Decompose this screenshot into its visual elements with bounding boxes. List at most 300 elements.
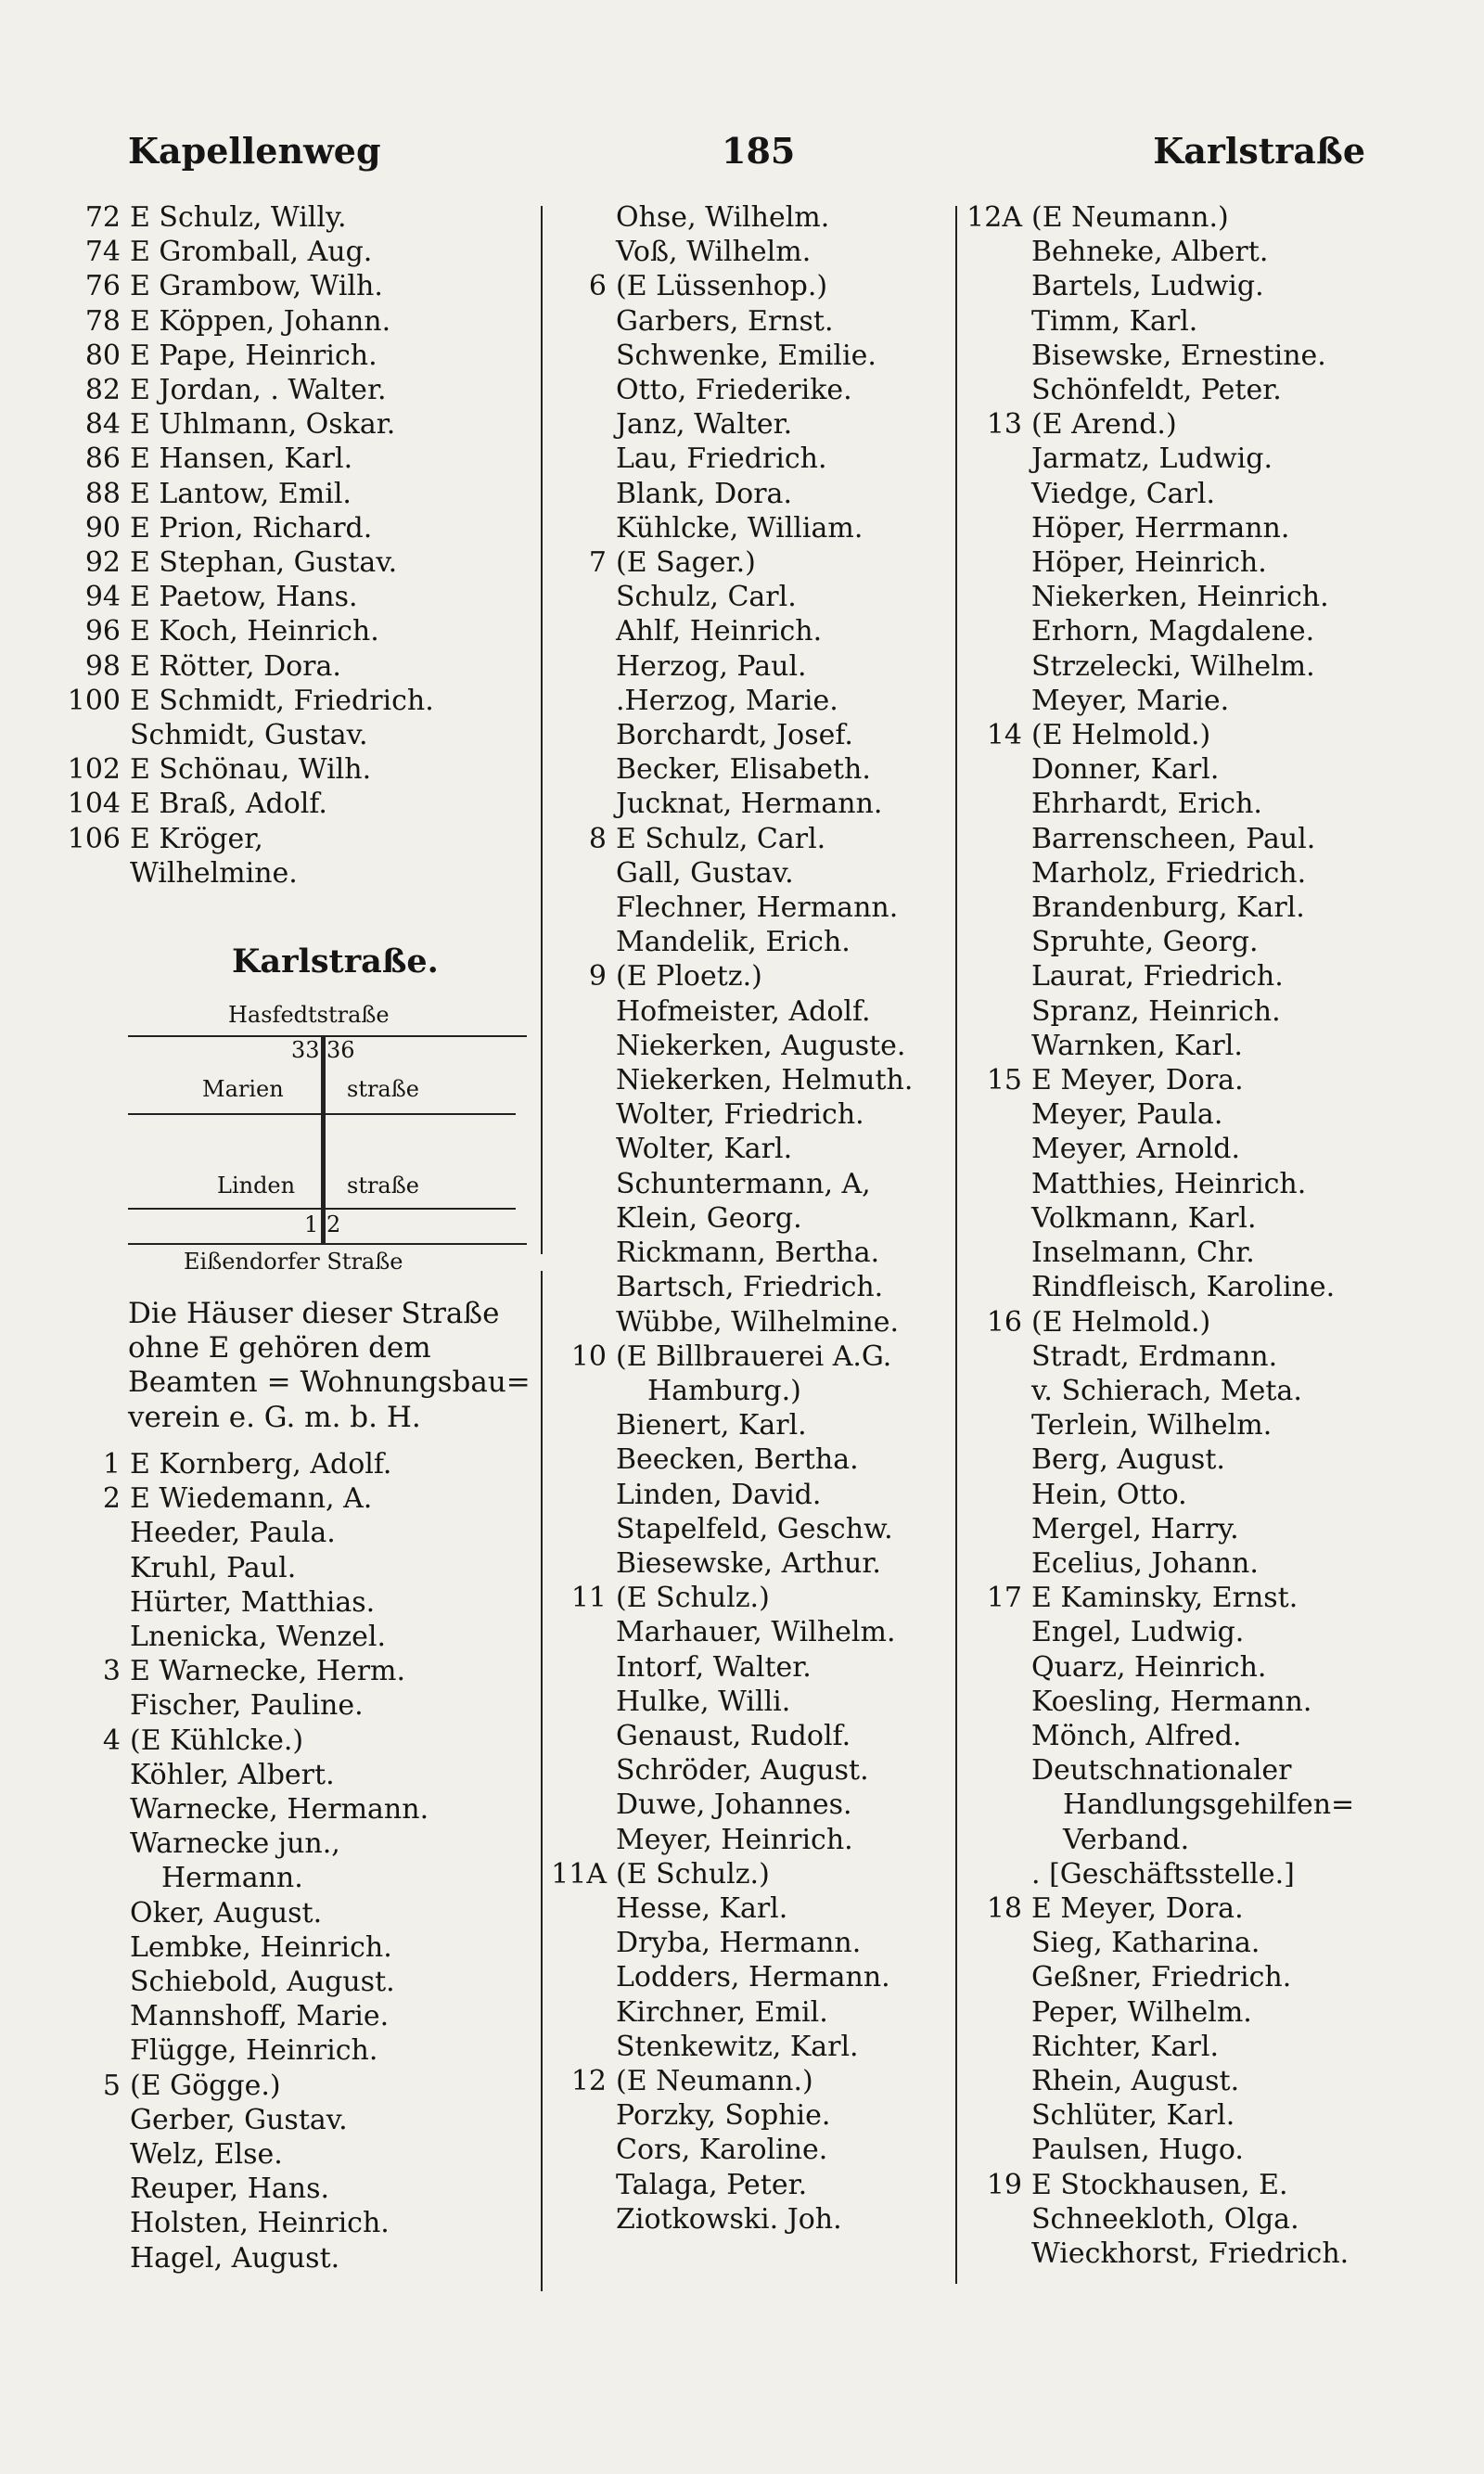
resident-name: Voß, Wilhelm. bbox=[616, 236, 812, 269]
directory-entry bbox=[43, 1896, 429, 1930]
directory-entry bbox=[532, 2202, 913, 2237]
column-3-entries bbox=[953, 200, 1354, 2271]
resident-name: Jucknat, Hermann. bbox=[616, 788, 883, 821]
resident-name: Rindfleisch, Karoline. bbox=[1031, 1271, 1336, 1304]
house-number: 15 bbox=[986, 1064, 1022, 1097]
directory-entry bbox=[953, 822, 1354, 856]
resident-name: Wübbe, Wilhelmine. bbox=[616, 1305, 899, 1339]
resident-name: Stradt, Erdmann. bbox=[1031, 1340, 1278, 1373]
resident-name: E Schmidt, Friedrich. bbox=[130, 684, 434, 717]
directory-entry bbox=[43, 787, 434, 821]
directory-entry bbox=[532, 649, 913, 684]
resident-name: Donner, Karl. bbox=[1031, 753, 1220, 787]
house-number: 98 bbox=[84, 649, 121, 683]
directory-entry bbox=[532, 407, 913, 442]
directory-entry bbox=[43, 1965, 429, 1999]
directory-entry bbox=[532, 891, 913, 925]
directory-entry bbox=[532, 822, 913, 856]
resident-name: Flügge, Heinrich. bbox=[130, 2034, 378, 2068]
resident-name: Hürter, Matthias. bbox=[130, 1585, 376, 1619]
directory-entry bbox=[953, 1167, 1354, 1201]
resident-name: Hagel, August. bbox=[130, 2241, 340, 2275]
resident-name: E Kornberg, Adolf. bbox=[130, 1448, 392, 1481]
resident-name: Verband. bbox=[1063, 1823, 1190, 1856]
directory-entry bbox=[43, 2206, 429, 2240]
directory-entry bbox=[953, 1512, 1354, 1546]
resident-name: E Hansen, Karl. bbox=[130, 442, 353, 476]
resident-name: Timm, Karl. bbox=[1031, 304, 1198, 338]
map-linden-strasse: straße bbox=[347, 1173, 419, 1199]
resident-name: Rickmann, Bertha. bbox=[616, 1237, 880, 1270]
directory-entry bbox=[43, 477, 434, 511]
house-number: 1 bbox=[102, 1448, 121, 1481]
resident-name: E Kaminsky, Ernst. bbox=[1031, 1582, 1298, 1615]
directory-entry bbox=[532, 1132, 913, 1166]
map-num-top-right: 36 bbox=[326, 1037, 355, 1063]
directory-entry bbox=[532, 373, 913, 407]
resident-name: Volkmann, Karl. bbox=[1031, 1201, 1257, 1235]
directory-entry bbox=[953, 2064, 1354, 2098]
directory-entry bbox=[532, 1167, 913, 1201]
resident-name: Schneekloth, Olga. bbox=[1031, 2202, 1299, 2236]
house-number: 2 bbox=[102, 1482, 121, 1516]
map-street-top: Hasfedtstraße bbox=[228, 1002, 390, 1028]
directory-entry bbox=[43, 545, 434, 580]
resident-name: Hermann. bbox=[161, 1862, 303, 1895]
directory-entry bbox=[953, 339, 1354, 373]
directory-entry bbox=[953, 925, 1354, 959]
directory-entry bbox=[43, 1930, 429, 1965]
resident-name: E Warnecke, Herm. bbox=[130, 1655, 406, 1688]
resident-name: (E Lüssenhop.) bbox=[616, 270, 828, 303]
directory-entry bbox=[953, 1857, 1354, 1891]
map-street-bottom: Eißendorfer Straße bbox=[184, 1249, 403, 1275]
directory-entry bbox=[953, 1546, 1354, 1581]
resident-name: Schuntermann, A, bbox=[616, 1167, 871, 1200]
directory-entry bbox=[43, 373, 434, 407]
directory-entry bbox=[532, 1719, 913, 1753]
directory-entry bbox=[43, 1792, 429, 1827]
directory-entry bbox=[532, 1788, 913, 1822]
directory-entry bbox=[532, 1891, 913, 1926]
resident-name: Hein, Otto. bbox=[1031, 1478, 1187, 1511]
map-num-top-left: 33 bbox=[291, 1037, 320, 1063]
resident-name: Niekerken, Heinrich. bbox=[1031, 581, 1329, 614]
directory-entry bbox=[43, 2172, 429, 2206]
directory-entry bbox=[43, 2033, 429, 2068]
house-number: 6 bbox=[588, 270, 607, 303]
directory-entry bbox=[953, 1615, 1354, 1649]
resident-name: Höper, Herrmann. bbox=[1031, 511, 1290, 545]
resident-name: Garbers, Ernst. bbox=[616, 304, 834, 338]
resident-name: Warnken, Karl. bbox=[1031, 1029, 1243, 1062]
directory-entry bbox=[43, 1688, 429, 1723]
resident-name: Otto, Friederike. bbox=[616, 374, 852, 407]
directory-entry bbox=[953, 2237, 1354, 2271]
directory-entry bbox=[532, 1270, 913, 1304]
ownership-note: Die Häuser dieser Straße ohne E gehören dem Beamten = Wohnungsbau= verein e. G. m. b. H. bbox=[128, 1297, 531, 1434]
directory-entry bbox=[953, 1926, 1354, 1960]
house-number: 17 bbox=[986, 1582, 1022, 1615]
directory-entry bbox=[532, 2168, 913, 2202]
resident-name: Heeder, Paula. bbox=[130, 1517, 336, 1550]
resident-name: Strzelecki, Wilhelm. bbox=[1031, 649, 1315, 683]
directory-entry bbox=[953, 1685, 1354, 1719]
directory-entry bbox=[953, 1823, 1354, 1857]
resident-name: Koesling, Hermann. bbox=[1031, 1685, 1312, 1718]
resident-name: Holsten, Heinrich. bbox=[130, 2207, 390, 2240]
resident-name: .Herzog, Marie. bbox=[616, 684, 838, 717]
map-line-bottom bbox=[128, 1243, 527, 1245]
resident-name: E Wiedemann, A. bbox=[130, 1482, 373, 1516]
resident-name: Wieckhorst, Friedrich. bbox=[1031, 2237, 1350, 2270]
directory-entry bbox=[532, 1512, 913, 1546]
resident-name: Niekerken, Auguste. bbox=[616, 1029, 906, 1062]
resident-name: Reuper, Hans. bbox=[130, 2173, 330, 2206]
resident-name: Genaust, Rudolf. bbox=[616, 1719, 851, 1752]
resident-name: (E Kühlcke.) bbox=[130, 1724, 304, 1757]
resident-name: Cors, Karoline. bbox=[616, 2134, 828, 2167]
resident-name: Inselmann, Chr. bbox=[1031, 1237, 1255, 1270]
directory-entry bbox=[532, 1823, 913, 1857]
directory-entry bbox=[953, 2168, 1354, 2202]
directory-entry bbox=[532, 1029, 913, 1063]
resident-name: Lodders, Hermann. bbox=[616, 1961, 890, 1994]
resident-name: Schlüter, Karl. bbox=[1031, 2099, 1235, 2133]
house-number: 84 bbox=[84, 408, 121, 442]
resident-name: Erhorn, Magdalene. bbox=[1031, 615, 1315, 648]
resident-name: Mandelik, Erich. bbox=[616, 926, 851, 959]
resident-name: (E Neumann.) bbox=[616, 2064, 813, 2097]
directory-entry bbox=[953, 304, 1354, 339]
resident-name: (E Arend.) bbox=[1031, 408, 1177, 442]
directory-entry bbox=[953, 684, 1354, 718]
house-number: 102 bbox=[67, 753, 121, 787]
resident-name: Bartsch, Friedrich. bbox=[616, 1271, 884, 1304]
resident-name: E Koch, Heinrich. bbox=[130, 615, 379, 648]
resident-name: Schwenke, Emilie. bbox=[616, 339, 876, 372]
resident-name: . [Geschäftsstelle.] bbox=[1031, 1857, 1295, 1891]
directory-entry bbox=[953, 1029, 1354, 1063]
resident-name: Oker, August. bbox=[130, 1896, 323, 1929]
resident-name: Spruhte, Georg. bbox=[1031, 926, 1259, 959]
directory-entry bbox=[953, 1581, 1354, 1615]
resident-name: Köhler, Albert. bbox=[130, 1758, 335, 1791]
resident-name: E Stephan, Gustav. bbox=[130, 546, 398, 580]
resident-name: E Paetow, Hans. bbox=[130, 581, 358, 614]
column-1-entries bbox=[43, 200, 434, 891]
resident-name: Kühlcke, William. bbox=[616, 511, 864, 545]
resident-name: Paulsen, Hugo. bbox=[1031, 2134, 1244, 2167]
directory-entry bbox=[43, 1620, 429, 1654]
directory-entry bbox=[532, 1408, 913, 1442]
resident-name: Borchardt, Josef. bbox=[616, 719, 853, 752]
directory-entry bbox=[43, 1481, 429, 1516]
resident-name: E Rötter, Dora. bbox=[130, 649, 341, 683]
house-number: 4 bbox=[102, 1724, 121, 1757]
directory-entry bbox=[43, 511, 434, 545]
directory-entry bbox=[43, 1516, 429, 1550]
directory-entry bbox=[532, 545, 913, 580]
resident-name: E Schulz, Carl. bbox=[616, 822, 826, 855]
directory-entry bbox=[532, 2064, 913, 2098]
resident-name: Klein, Georg. bbox=[616, 1201, 802, 1235]
house-number: 5 bbox=[102, 2069, 121, 2102]
resident-name: Linden, David. bbox=[616, 1478, 822, 1511]
directory-entry bbox=[532, 580, 913, 614]
directory-entry bbox=[953, 2098, 1354, 2133]
resident-name: Hulke, Willi. bbox=[616, 1685, 791, 1718]
resident-name: E Stockhausen, E. bbox=[1031, 2168, 1288, 2201]
directory-entry bbox=[532, 1615, 913, 1649]
directory-entry bbox=[953, 891, 1354, 925]
resident-name: (E Schulz.) bbox=[616, 1582, 770, 1615]
house-number: 14 bbox=[986, 719, 1022, 752]
resident-name: Warnecke, Hermann. bbox=[130, 1793, 429, 1827]
directory-entry bbox=[43, 1585, 429, 1620]
house-number: 10 bbox=[570, 1340, 607, 1373]
resident-name: Beecken, Bertha. bbox=[616, 1443, 859, 1477]
directory-entry bbox=[953, 1995, 1354, 2030]
resident-name: Jarmatz, Ludwig. bbox=[1031, 442, 1273, 476]
resident-name: Kirchner, Emil. bbox=[616, 1995, 828, 2029]
directory-entry bbox=[43, 580, 434, 614]
resident-name: Niekerken, Helmuth. bbox=[616, 1064, 914, 1097]
resident-name: Schröder, August. bbox=[616, 1754, 869, 1788]
directory-entry bbox=[43, 718, 434, 752]
directory-entry bbox=[43, 822, 434, 856]
house-number: 7 bbox=[588, 546, 607, 580]
resident-name: Lnenicka, Wenzel. bbox=[130, 1621, 387, 1654]
resident-name: E Meyer, Dora. bbox=[1031, 1891, 1244, 1925]
directory-entry bbox=[532, 235, 913, 269]
house-number: 106 bbox=[67, 822, 121, 855]
resident-name: Becker, Elisabeth. bbox=[616, 753, 871, 787]
resident-name: Hofmeister, Adolf. bbox=[616, 994, 871, 1028]
resident-name: Lau, Friedrich. bbox=[616, 442, 827, 476]
directory-entry bbox=[532, 477, 913, 511]
directory-entry bbox=[953, 2030, 1354, 2064]
directory-entry bbox=[953, 200, 1354, 235]
directory-entry bbox=[532, 718, 913, 752]
resident-name: Ecelius, Johann. bbox=[1031, 1546, 1259, 1580]
directory-entry bbox=[532, 339, 913, 373]
house-number: 100 bbox=[67, 684, 121, 717]
directory-entry bbox=[532, 614, 913, 648]
directory-entry bbox=[532, 1960, 913, 1994]
resident-name: Geßner, Friedrich. bbox=[1031, 1961, 1292, 1994]
directory-entry bbox=[532, 787, 913, 821]
resident-name: Janz, Walter. bbox=[616, 408, 793, 442]
resident-name: (E Helmold.) bbox=[1031, 1305, 1211, 1339]
directory-entry bbox=[953, 1478, 1354, 1512]
directory-entry bbox=[532, 1753, 913, 1788]
directory-entry bbox=[953, 752, 1354, 787]
resident-name: E Uhlmann, Oskar. bbox=[130, 408, 396, 442]
directory-entry bbox=[953, 614, 1354, 648]
directory-entry bbox=[953, 1097, 1354, 1132]
directory-entry bbox=[953, 235, 1354, 269]
resident-name: Hamburg.) bbox=[647, 1374, 801, 1407]
directory-entry bbox=[43, 269, 434, 303]
resident-name: Blank, Dora. bbox=[616, 477, 792, 510]
resident-name: Lembke, Heinrich. bbox=[130, 1930, 392, 1964]
resident-name: Porzky, Sophie. bbox=[616, 2099, 831, 2133]
house-number: 74 bbox=[84, 236, 121, 269]
resident-name: Kruhl, Paul. bbox=[130, 1551, 297, 1584]
resident-name: E Lantow, Emil. bbox=[130, 477, 352, 510]
resident-name: Ehrhardt, Erich. bbox=[1031, 788, 1262, 821]
resident-name: Bartels, Ludwig. bbox=[1031, 270, 1264, 303]
directory-entry bbox=[953, 373, 1354, 407]
directory-entry bbox=[532, 994, 913, 1029]
directory-entry bbox=[953, 1063, 1354, 1097]
map-line-linden bbox=[128, 1208, 516, 1210]
house-number: 88 bbox=[84, 477, 121, 510]
directory-entry bbox=[43, 2137, 429, 2172]
resident-name: Handlungsgehilfen= bbox=[1063, 1788, 1355, 1822]
resident-name: Höper, Heinrich. bbox=[1031, 546, 1267, 580]
directory-entry bbox=[953, 1132, 1354, 1166]
resident-name: E Prion, Richard. bbox=[130, 511, 373, 545]
resident-name: Welz, Else. bbox=[130, 2138, 283, 2172]
directory-entry bbox=[532, 1650, 913, 1685]
resident-name: E Schulz, Willy. bbox=[130, 201, 347, 234]
resident-name: Biesewske, Arthur. bbox=[616, 1546, 881, 1580]
directory-entry bbox=[532, 959, 913, 993]
directory-entry bbox=[953, 1753, 1354, 1788]
resident-name: Viedge, Carl. bbox=[1031, 477, 1216, 510]
directory-entry bbox=[953, 442, 1354, 476]
resident-name: Schiebold, August. bbox=[130, 1966, 395, 1999]
page-number: 185 bbox=[722, 130, 796, 172]
resident-name: Berg, August. bbox=[1031, 1443, 1225, 1477]
house-number: 92 bbox=[84, 546, 121, 580]
running-header-right: Karlstraße bbox=[1153, 130, 1365, 172]
directory-entry bbox=[43, 2069, 429, 2103]
resident-name: v. Schierach, Meta. bbox=[1031, 1374, 1302, 1407]
resident-name: Hesse, Karl. bbox=[616, 1891, 788, 1925]
house-number: 18 bbox=[986, 1891, 1022, 1925]
house-number: 12 bbox=[570, 2064, 607, 2097]
directory-entry bbox=[953, 580, 1354, 614]
column-2-entries bbox=[532, 200, 913, 2237]
resident-name: E Kröger, bbox=[130, 822, 263, 855]
house-number: 12A bbox=[966, 201, 1022, 234]
directory-entry bbox=[953, 1270, 1354, 1304]
directory-entry bbox=[953, 994, 1354, 1029]
resident-name: E Braß, Adolf. bbox=[130, 788, 327, 821]
directory-entry bbox=[43, 649, 434, 684]
resident-name: E Pape, Heinrich. bbox=[130, 339, 377, 372]
resident-name: (E Helmold.) bbox=[1031, 719, 1211, 752]
directory-entry bbox=[532, 1995, 913, 2030]
directory-entry bbox=[953, 407, 1354, 442]
directory-entry bbox=[953, 649, 1354, 684]
directory-entry bbox=[532, 2133, 913, 2167]
resident-name: Sieg, Katharina. bbox=[1031, 1927, 1260, 1960]
directory-entry bbox=[532, 269, 913, 303]
map-num-bottom-left: 1 bbox=[304, 1211, 319, 1237]
map-karlstrasse-line bbox=[321, 1037, 326, 1243]
resident-name: Dryba, Hermann. bbox=[616, 1927, 862, 1960]
resident-name: Marhauer, Wilhelm. bbox=[616, 1616, 896, 1649]
directory-entry bbox=[953, 1891, 1354, 1926]
directory-entry bbox=[953, 1408, 1354, 1442]
directory-entry bbox=[43, 1654, 429, 1688]
resident-name: E Schönau, Wilh. bbox=[130, 753, 372, 787]
resident-name: Brandenburg, Karl. bbox=[1031, 891, 1305, 925]
directory-entry bbox=[43, 752, 434, 787]
resident-name: Gall, Gustav. bbox=[616, 856, 794, 890]
directory-entry bbox=[953, 1788, 1354, 1822]
resident-name: Rhein, August. bbox=[1031, 2064, 1240, 2097]
resident-name: E Köppen, Johann. bbox=[130, 304, 391, 338]
resident-name: Herzog, Paul. bbox=[616, 649, 807, 683]
directory-entry bbox=[953, 1201, 1354, 1236]
resident-name: Schulz, Carl. bbox=[616, 581, 797, 614]
directory-entry bbox=[43, 1827, 429, 1861]
resident-name: Richter, Karl. bbox=[1031, 2030, 1220, 2063]
directory-entry bbox=[43, 2241, 429, 2275]
column-1-karlstrasse-entries bbox=[43, 1447, 429, 2275]
resident-name: Laurat, Friedrich. bbox=[1031, 960, 1284, 993]
running-header-left: Kapellenweg bbox=[128, 130, 381, 172]
directory-entry bbox=[43, 442, 434, 476]
resident-name: Deutschnationaler bbox=[1031, 1754, 1292, 1788]
resident-name: Ohse, Wilhelm. bbox=[616, 201, 830, 234]
resident-name: Behneke, Albert. bbox=[1031, 236, 1269, 269]
resident-name: Fischer, Pauline. bbox=[130, 1689, 364, 1723]
house-number: 104 bbox=[67, 788, 121, 821]
street-map bbox=[128, 1002, 527, 1280]
directory-entry bbox=[43, 407, 434, 442]
resident-name: Duwe, Johannes. bbox=[616, 1788, 852, 1822]
resident-name: Gerber, Gustav. bbox=[130, 2103, 348, 2136]
directory-entry bbox=[532, 2098, 913, 2133]
directory-entry bbox=[532, 1374, 913, 1408]
house-number: 11A bbox=[551, 1857, 607, 1891]
directory-entry bbox=[953, 1719, 1354, 1753]
resident-name: E Grambow, Wilh. bbox=[130, 270, 383, 303]
resident-name: Wilhelmine. bbox=[130, 856, 298, 890]
house-number: 90 bbox=[84, 511, 121, 545]
directory-entry bbox=[532, 200, 913, 235]
house-number: 16 bbox=[986, 1305, 1022, 1339]
directory-entry bbox=[532, 1236, 913, 1270]
resident-name: E Meyer, Dora. bbox=[1031, 1064, 1244, 1097]
directory-entry bbox=[532, 1305, 913, 1340]
directory-entry bbox=[532, 511, 913, 545]
directory-entry bbox=[43, 235, 434, 269]
directory-entry bbox=[953, 1650, 1354, 1685]
directory-entry bbox=[43, 304, 434, 339]
directory-entry bbox=[953, 511, 1354, 545]
directory-entry bbox=[43, 1447, 429, 1481]
resident-name: Meyer, Marie. bbox=[1031, 684, 1230, 717]
resident-name: Stapelfeld, Geschw. bbox=[616, 1512, 893, 1545]
resident-name: Bisewske, Ernestine. bbox=[1031, 339, 1326, 372]
directory-entry bbox=[532, 1581, 913, 1615]
resident-name: Talaga, Peter. bbox=[616, 2168, 808, 2201]
resident-name: Ziotkowski. Joh. bbox=[616, 2202, 842, 2236]
resident-name: E Gromball, Aug. bbox=[130, 236, 373, 269]
house-number: 96 bbox=[84, 615, 121, 648]
resident-name: Peper, Wilhelm. bbox=[1031, 1995, 1252, 2029]
resident-name: (E Billbrauerei A.G. bbox=[616, 1340, 892, 1373]
directory-entry bbox=[43, 1861, 429, 1895]
directory-entry bbox=[953, 856, 1354, 891]
